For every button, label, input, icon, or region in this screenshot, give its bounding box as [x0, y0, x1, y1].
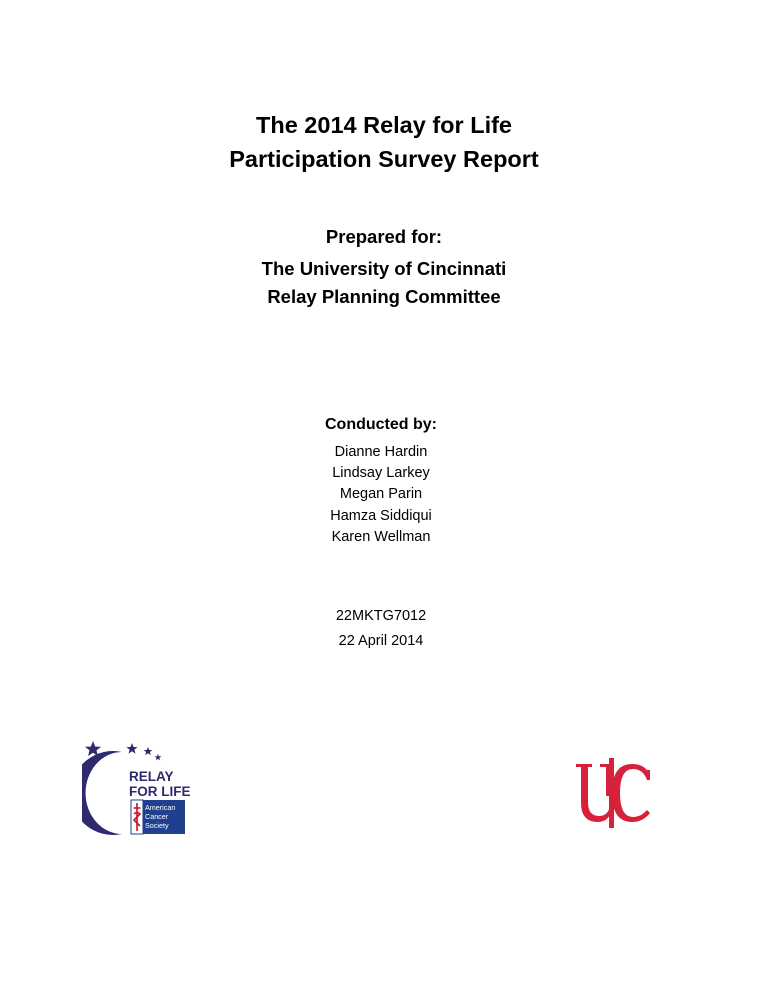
author-name: Hamza Siddiqui: [330, 507, 432, 524]
university-of-cincinnati-logo: [572, 758, 656, 828]
star-icon: [155, 754, 162, 760]
organization-line-2: Relay Planning Committee: [267, 286, 501, 307]
relay-for-life-logo: [82, 738, 192, 838]
author-name: Dianne Hardin: [334, 444, 428, 460]
report-title-line-1: The 2014 Relay for Life: [256, 112, 512, 138]
relay-logo-text-line-2: FOR LIFE: [129, 784, 191, 799]
acs-badge-line-3: Society: [145, 821, 169, 830]
author-list: [0, 442, 762, 548]
author-name: Karen Wellman: [331, 528, 431, 545]
report-title-line-2: Participation Survey Report: [229, 146, 539, 172]
uc-center-bar: [609, 758, 614, 828]
report-date: 22 April 2014: [338, 633, 424, 649]
prepared-for-label: Prepared for:: [325, 226, 443, 247]
uc-c-letterform: [612, 764, 650, 822]
crescent-moon-icon: [82, 751, 122, 835]
acs-badge-line-2: Cancer: [145, 812, 169, 821]
conducted-by-label: Conducted by:: [325, 416, 437, 433]
star-icon: [144, 747, 153, 755]
report-title: [0, 108, 768, 176]
acs-badge-line-1: American: [145, 803, 176, 812]
organization-line-1: The University of Cincinnati: [261, 258, 507, 279]
star-icon: [126, 743, 137, 754]
relay-logo-text-line-1: RELAY: [129, 769, 174, 784]
author-name: Megan Parin: [339, 486, 423, 503]
prepared-for-organization: [0, 255, 768, 311]
course-code: 22MKTG7012: [335, 608, 427, 624]
author-name: Lindsay Larkey: [332, 465, 430, 482]
